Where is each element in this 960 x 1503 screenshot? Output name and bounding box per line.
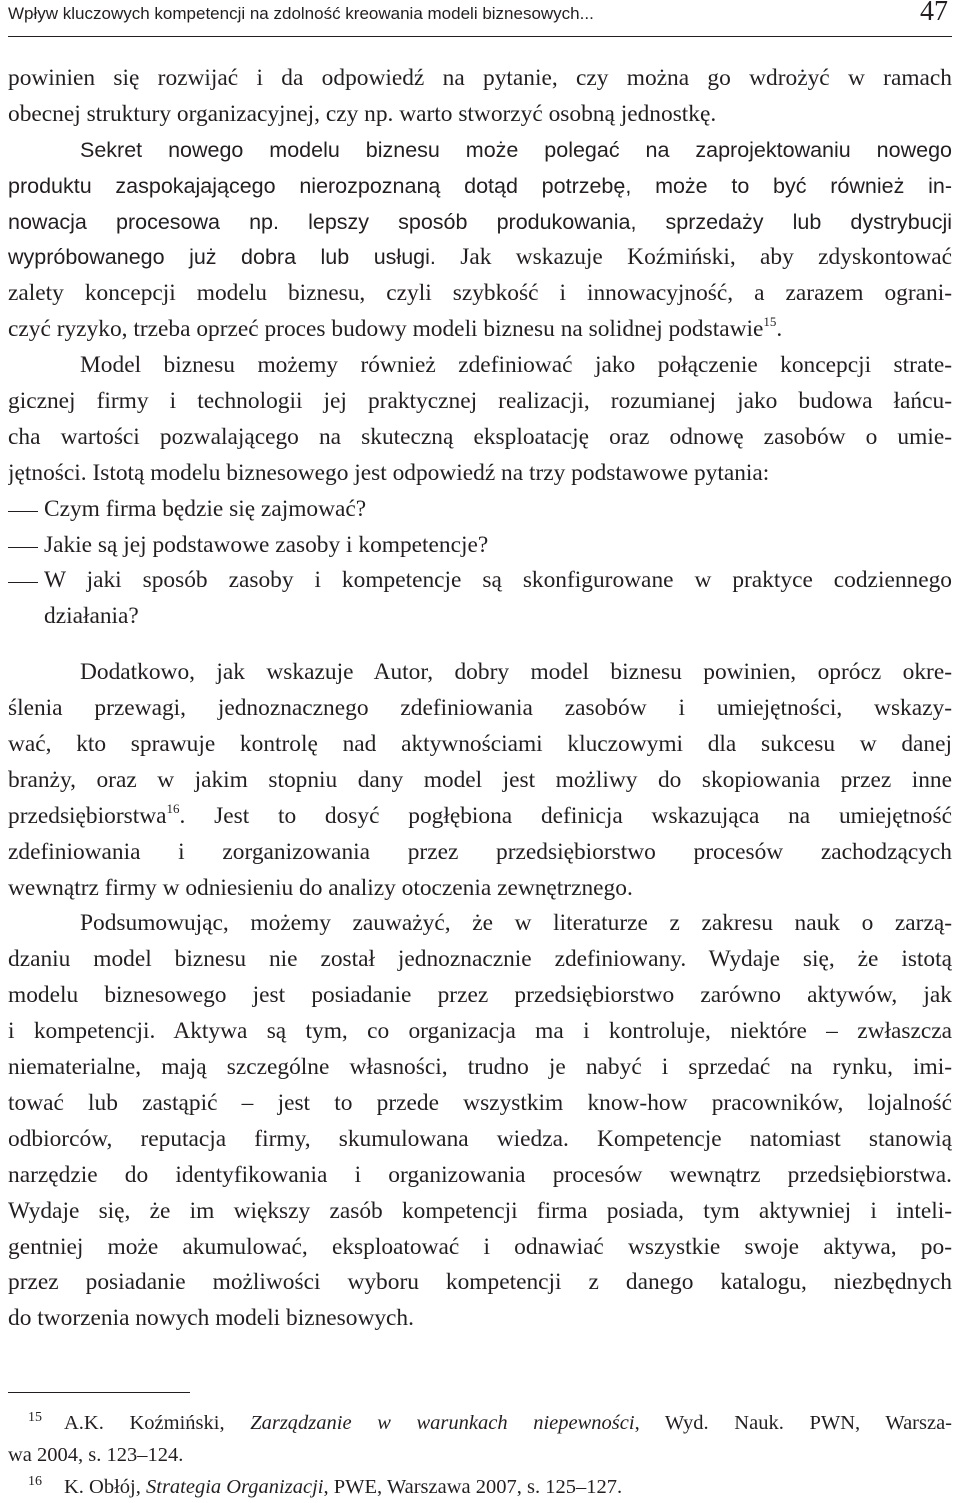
em-dash [8, 547, 38, 548]
list-item [8, 563, 952, 599]
text-line: obecnej struktury organizacyjnej, czy np. warto stworzyć osobną jednostkę. [8, 100, 717, 127]
text-line: przez posiadanie możliwości wyboru kompetencji z danego katalogu, niezbędnych [8, 1269, 952, 1296]
text-line: cha wartości pozwalającego na skuteczną eksploatację oraz odnowę zasobów o umie- [8, 423, 952, 450]
footnote-text: K. Obłój, [64, 1476, 146, 1498]
footnote-number: 15 [28, 1410, 42, 1425]
list-item-text: Jakie są jej podstawowe zasoby i kompetencje? [44, 531, 489, 558]
text-line: Sekret nowego modelu biznesu może polegać na zaprojektowaniu nowego [80, 137, 952, 162]
footnote-title: Strategia Organizacji [146, 1476, 324, 1498]
text-line: powinien się rozwijać i da odpowiedź na pytanie, czy można go wdrożyć w ramach [8, 65, 952, 91]
text-line: zdefiniowania i zorganizowania przez przedsiębiorstwo procesów zachodzących [8, 838, 952, 865]
text-span: przedsiębiorstwa [8, 802, 167, 829]
text-line: zalety koncepcji modelu biznesu, czyli szybkość i innowacyjność, a zarazem ograni- [8, 280, 952, 307]
text-line: i kompetencji. Aktywa są tym, co organizacja ma i kontroluje, niektóre – zwłaszcza [8, 1018, 952, 1045]
text-line [8, 240, 952, 276]
text-line: wać, kto sprawuje kontrolę nad aktywnościami kluczowymi dla sukcesu w danej [8, 731, 952, 758]
paragraph-gap [8, 635, 952, 655]
text-line: produktu zaspokajającego nierozpoznaną dotąd potrzebę, może to być również in- [8, 173, 952, 198]
footnote-rule [8, 1392, 190, 1393]
footnote-text: A.K. Koźmiński, [64, 1412, 251, 1434]
footnote-16 [8, 1471, 952, 1503]
footnote-number: 16 [28, 1474, 42, 1489]
text-span: . [776, 316, 783, 343]
footnote-ref-16: 16 [166, 800, 180, 816]
footnote-ref-15: 15 [763, 314, 777, 330]
footnote-title: Zarządzanie w warunkach niepewności [250, 1412, 635, 1434]
list-item-continuation: działania? [44, 603, 139, 630]
text-span: . Jest to dosyć pogłębiona definicja wskazująca na umiejętność [179, 802, 952, 829]
text-line: branży, oraz w jakim stopniu dany model jest możliwy do skopiowania przez inne [8, 766, 952, 793]
text-line [8, 799, 952, 835]
em-dash [8, 582, 38, 583]
main-text [8, 61, 952, 1337]
text-line: tować lub zastąpić – jest to przede wszystkim know-how pracowników, lojalność [8, 1089, 952, 1116]
text-span: wypróbowanego już dobra lub usługi. [8, 245, 436, 270]
footnote-15 [8, 1407, 952, 1439]
text-line: jętności. Istotą modelu biznesowego jest odpowiedź na trzy podstawowe pytania: [8, 459, 770, 486]
list-item-text: Czym firma będzie się zajmować? [44, 495, 367, 522]
text-span: czyć ryzyko, trzeba oprzeć proces budowy modeli biznesu na solidnej podstawie [8, 316, 764, 343]
text-line: narzędzie do identyfikowania i organizowania procesów wewnątrz przedsiębiorstwa. [8, 1161, 952, 1188]
text-line: Podsumowując, możemy zauważyć, że w literaturze z zakresu nauk o zarzą- [80, 910, 952, 937]
text-line: modelu biznesowego jest posiadanie przez przedsiębiorstwo zarówno aktywów, jak [8, 982, 952, 1009]
footnote-text: , PWE, Warszawa 2007, s. 125–127. [323, 1476, 623, 1498]
text-line: dzaniu model biznesu nie został jednoznacznie zdefiniowany. Wydaje się, że istotą [8, 946, 952, 973]
running-head: Wpływ kluczowych kompetencji na zdolność kreowania modeli biznesowych... [8, 4, 594, 23]
text-line: odbiorców, reputacja firmy, skumulowana wiedza. Kompetencje natomiast stanowią [8, 1125, 952, 1152]
text-line: nowacja procesowa np. lepszy sposób produkowania, sprzedaży lub dystrybucji [8, 209, 952, 234]
em-dash [8, 511, 38, 512]
footnote-text: , Wyd. Nauk. PWN, Warsza- [634, 1412, 952, 1434]
text-line [8, 312, 952, 348]
text-line: Dodatkowo, jak wskazuje Autor, dobry model biznesu powinien, oprócz okre- [80, 659, 952, 686]
text-line: do tworzenia nowych modeli biznesowych. [8, 1305, 414, 1332]
text-line: Model biznesu możemy również zdefiniować jako połączenie koncepcji strate- [80, 352, 952, 379]
page-header [8, 0, 952, 34]
text-line: gentniej może akumulować, eksploatować i odnawiać wszystkie swoje aktywa, po- [8, 1233, 952, 1260]
header-rule [8, 36, 952, 37]
page-number: 47 [920, 0, 948, 27]
text-line: niematerialne, mają szczególne własności, trudno je nabyć i sprzedać na rynku, imi- [8, 1054, 952, 1081]
text-line: gicznej firmy i technologii jej praktycznej realizacji, rozumianej jako budowa łańcu- [8, 388, 952, 415]
text-span: Jak wskazuje Koźmiński, aby zdyskontować [460, 244, 952, 271]
list-item [8, 492, 952, 528]
footnote-15-continuation: wa 2004, s. 123–124. [8, 1444, 184, 1466]
list-item [8, 528, 952, 564]
footnotes [8, 1407, 952, 1503]
list-item-text: W jaki sposób zasoby i kompetencje są skonfigurowane w praktyce codziennego [44, 567, 952, 594]
text-line: Wydaje się, że im większy zasób kompetencji firma posiada, tym aktywniej i inteli- [8, 1197, 952, 1224]
text-line: wewnątrz firmy w odniesieniu do analizy otoczenia zewnętrznego. [8, 874, 633, 901]
text-line: ślenia przewagi, jednoznacznego zdefiniowania zasobów i umiejętności, wskazy- [8, 695, 952, 722]
